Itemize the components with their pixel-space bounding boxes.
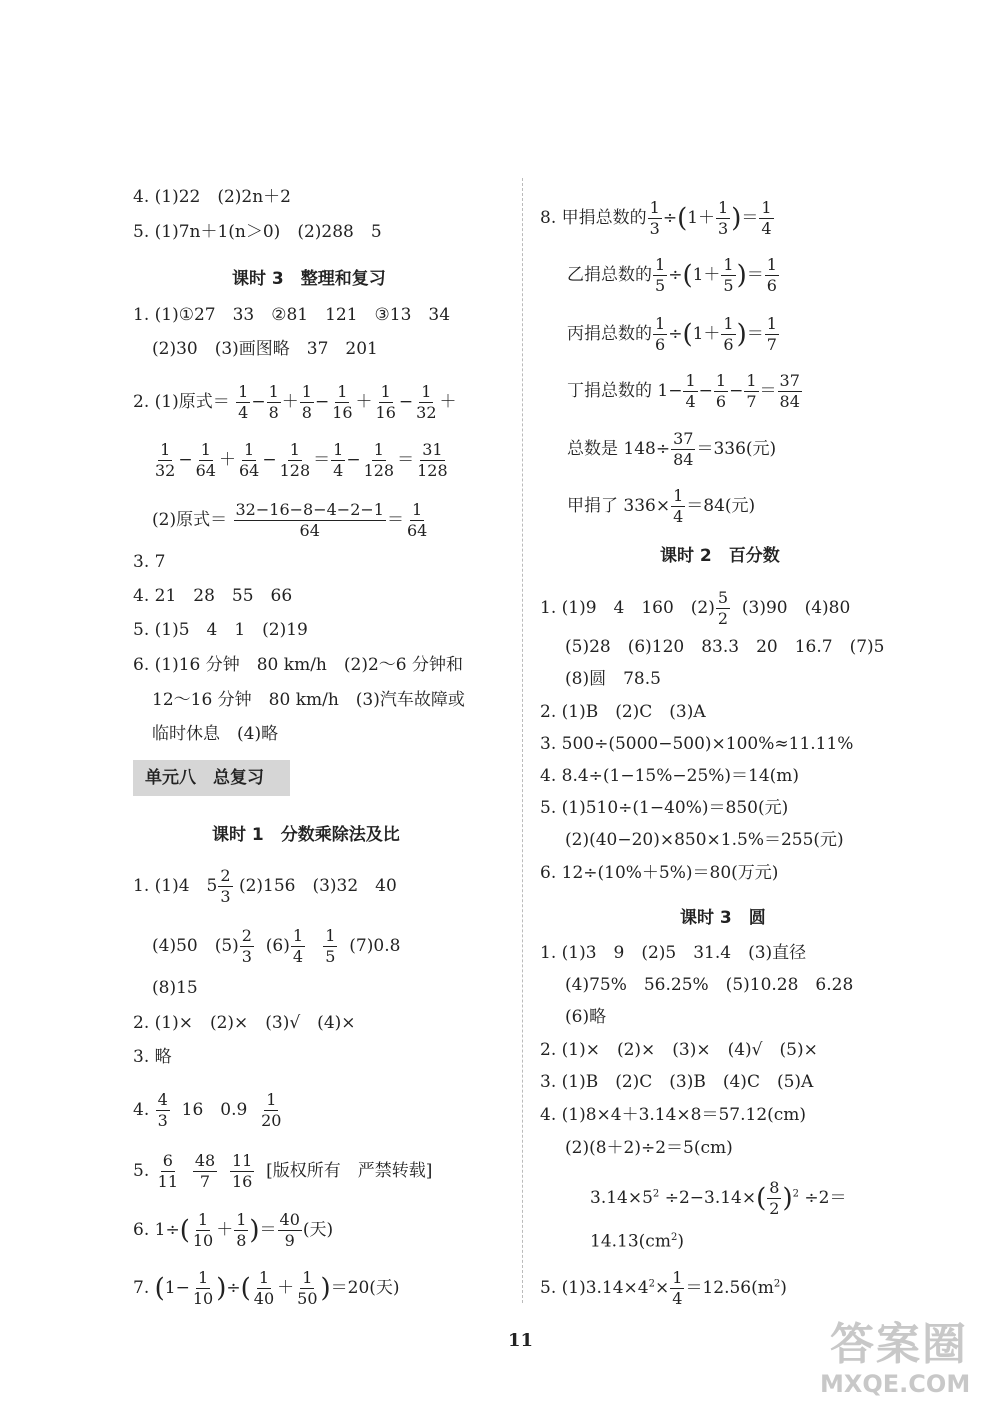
answer-line: (4)50 (5) $\frac{2}{3}$ (6) $\frac{1}{4}$ $\frac{1}{5}$ (7)0.8: [152, 926, 401, 966]
answer-line: 甲捐了 336× $\frac{1}{4}$ ＝84(元): [567, 486, 756, 526]
answer-line: 3. (1)B (2)C (3)B (4)C (5)A: [540, 1072, 814, 1092]
answer-line: 丁捐总数的 1− $\frac{1}{4}$ − $\frac{1}{6}$ − $\frac{1}{7}$ ＝ $\frac{37}{84}$: [567, 371, 800, 411]
answer-line: 4. 8.4÷(1−15%−25%)＝14(m): [540, 766, 800, 786]
answer-line: 2. (1)B (2)C (3)A: [540, 702, 706, 722]
unit-header: 单元八 总复习: [133, 760, 290, 796]
answer-line: 4. $\frac{4}{3}$ 16 0.9 $\frac{1}{20}$: [133, 1090, 282, 1130]
answer-line: 12～16 分钟 80 km/h (3)汽车故障或: [152, 690, 465, 710]
answer-line: 丙捐总数的 $\frac{1}{6}$ ÷(1＋ $\frac{1}{6}$ )＝ $\frac{1}{7}$: [567, 314, 777, 354]
answer-line: $14.13(cm^2)$: [590, 1231, 684, 1252]
answer-line: (8)圆 78.5: [565, 669, 661, 689]
answer-line: 乙捐总数的 $\frac{1}{5}$ ÷(1＋ $\frac{1}{5}$ )＝ $\frac{1}{6}$: [567, 255, 777, 295]
section-title: 课时 3 圆: [680, 908, 766, 928]
answer-line: $3.14\times 5^2 \div 2-3.14\times$( $\frac{8}{2}$ )$^2$ ÷2＝: [590, 1178, 847, 1218]
answer-line: 5. $(1)3.14\times 4^2\times$ $\frac{1}{4}$ $=12.56(m^2)$: [540, 1268, 787, 1308]
answer-line: 5. (1)5 4 1 (2)19: [133, 620, 308, 640]
answer-line: 总数是 148÷ $\frac{37}{84}$ ＝336(元): [567, 429, 777, 469]
answer-line: 临时休息 (4)略: [152, 724, 279, 744]
section-title: 课时 1 分数乘除法及比: [212, 825, 400, 845]
answer-line: 3. 略: [133, 1047, 172, 1067]
answer-line: 2. (1)× (2)× (3)× (4)√ (5)×: [540, 1040, 818, 1060]
answer-line: 5. (1)7n＋1(n＞0) (2)288 5: [133, 222, 382, 242]
answer-line: 2. (1)× (2)× (3)√ (4)×: [133, 1013, 356, 1033]
answer-line: 1. (1)①27 33 ②81 121 ③13 34: [133, 305, 451, 325]
page-number: 11: [508, 1330, 534, 1351]
column-divider: [522, 178, 523, 1303]
answer-line: (8)15: [152, 978, 198, 998]
watermark: 答案圈 MXQE.COM: [820, 1319, 971, 1398]
answer-line: (2)(40−20)×850×1.5%＝255(元): [565, 830, 844, 850]
answer-line: $\frac{1}{32}$ − $\frac{1}{64}$ ＋ $\frac{1}{64}$ − $\frac{1}{128}$ ＝ $\frac{1}{4}$ − $\frac{1}{128}$ ＝ $\frac{31}{128}$: [155, 440, 448, 480]
answer-line: 1. (1)9 4 160 (2) $\frac{5}{2}$ (3)90 (4)80: [540, 588, 851, 628]
answer-line: 3. 500÷(5000−500)×100%≈11.11%: [540, 734, 854, 754]
answer-line: 5. (1)510÷(1−40%)＝850(元): [540, 798, 789, 818]
answer-line: 4. (1)8×4＋3.14×8＝57.12(cm): [540, 1105, 807, 1125]
section-title: 课时 3 整理和复习: [232, 269, 386, 289]
answer-line: 1. (1)4 5 $\frac{2}{3}$ (2)156 (3)32 40: [133, 866, 397, 906]
answer-line: 6. (1)16 分钟 80 km/h (2)2～6 分钟和: [133, 655, 463, 675]
answer-line: 8. 甲捐总数的 $\frac{1}{3}$ ÷(1＋ $\frac{1}{3}$ )＝ $\frac{1}{4}$: [540, 198, 772, 238]
answer-line: (2)(8＋2)÷2＝5(cm): [565, 1138, 733, 1158]
answer-line: 2. (1)原式＝ $\frac{1}{4}$ − $\frac{1}{8}$ ＋ $\frac{1}{8}$ − $\frac{1}{16}$ ＋ $\frac{1}{16}$ − $\frac{1}{32}$ ＋: [133, 382, 457, 422]
answer-line: 5. $\frac{6}{11}$ $\frac{48}{7}$ $\frac{11}{16}$ [版权所有 严禁转载]: [133, 1151, 433, 1191]
answer-line: (2)原式＝ $\frac{32-16-8-4-2-1}{64}$ ＝ $\frac{1}{64}$: [152, 500, 428, 540]
answer-line: 7. (1− $\frac{1}{10}$ )÷( $\frac{1}{40}$ ＋ $\frac{1}{50}$ )＝20(天): [133, 1268, 400, 1308]
section-title: 课时 2 百分数: [660, 546, 780, 566]
answer-line: 6. 1÷( $\frac{1}{10}$ ＋ $\frac{1}{8}$ )＝ $\frac{40}{9}$ (天): [133, 1210, 334, 1250]
answer-line: (2)30 (3)画图略 37 201: [152, 339, 378, 359]
answer-line: 3. 7: [133, 552, 166, 572]
answer-line: 4. (1)22 (2)2n＋2: [133, 187, 291, 207]
answer-line: (5)28 (6)120 83.3 20 16.7 (7)5: [565, 637, 885, 657]
answer-line: 6. 12÷(10%＋5%)＝80(万元): [540, 863, 779, 883]
answer-line: (6)略: [565, 1007, 607, 1027]
answer-line: 4. 21 28 55 66: [133, 586, 293, 606]
answer-line: (4)75% 56.25% (5)10.28 6.28: [565, 975, 854, 995]
answer-line: 1. (1)3 9 (2)5 31.4 (3)直径: [540, 943, 807, 963]
